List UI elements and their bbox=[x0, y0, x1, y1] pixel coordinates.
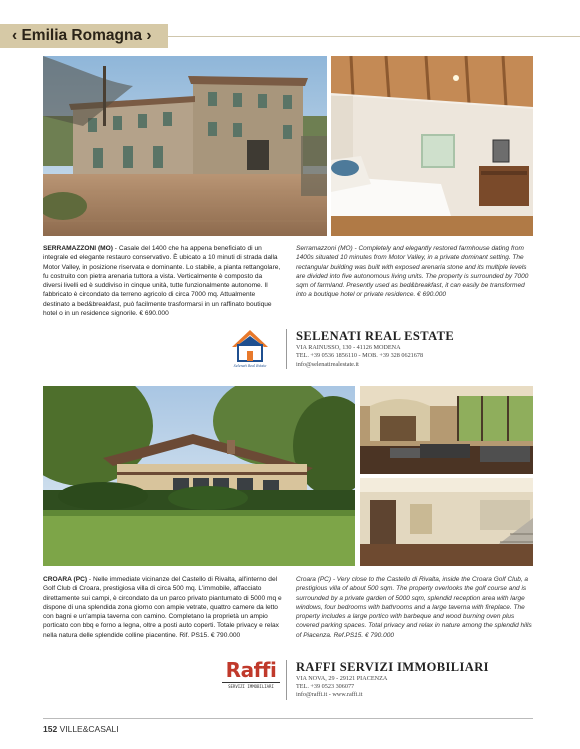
page-footer bbox=[43, 724, 119, 734]
agency2-address: VIA NOVA, 29 - 29121 PIACENZA bbox=[296, 675, 388, 682]
agency2-divider bbox=[286, 660, 287, 700]
listing1-text-it: - Casale del 1400 che ha appena beneficiato di un integrale ed elegante restauro conservativo. È ubicato a 10 minuti di strada dalla Motor Valley, in posizione riservata e dominante. Lo stabile, a pianta rettangolare, fu costruito con pietra arenaria tuttora a vista. Verticalmente è composto da diversi livelli ed è suddiviso in cinque unità, tutte funzionalmente autonome. Il fabbricato è circondato da terreno agricolo di circa 7000 mq. Attualmente destinato a bed&breakfast, può facilmente trasformarsi in un raffinato boutique hotel o in un residence signorile. € 690.000 bbox=[43, 245, 281, 318]
listing1-description-en: Serramazzoni (MO) - Completely and elegantly restored farmhouse dating from 1400s situated 10 minutes from Motor Valley, in a private dominant setting. The rectangular building was built with exposed arenaria stone and its multiple levels are divided into five autonomous living units. The property is surrounded by 7000 sqm of farmland. Presently used as bed&breakfast, it can easily be transformed into a boutique hotel or private residence. € 690.000 bbox=[296, 245, 529, 299]
region-tab bbox=[0, 24, 168, 48]
raffi-logo bbox=[222, 660, 280, 692]
raffi-logo-sub: SERVIZI IMMOBILIARI bbox=[222, 682, 280, 689]
listing2-title: CROARA (PC) bbox=[43, 576, 88, 583]
bedroom-photo bbox=[331, 56, 533, 236]
listing1-title: SERRAMAZZONI (MO) bbox=[43, 245, 113, 252]
listing1-description-it bbox=[43, 244, 283, 318]
agency2-name: RAFFI SERVIZI IMMOBILIARI bbox=[296, 660, 489, 674]
raffi-logo-word: Raffi bbox=[225, 658, 277, 682]
listing2-description-it bbox=[43, 575, 285, 640]
region-divider bbox=[168, 36, 580, 37]
agency1-name: SELENATI REAL ESTATE bbox=[296, 329, 455, 343]
agency1-phone: TEL. +39 0536 1856110 - MOB. +39 328 0621678 bbox=[296, 352, 424, 359]
selenati-logo bbox=[226, 327, 274, 369]
stair-hall-photo bbox=[360, 478, 533, 566]
agency2-email[interactable]: info@raffi.it - www.raffi.it bbox=[296, 691, 363, 698]
svg-text:Selenati Real Estate: Selenati Real Estate bbox=[233, 364, 267, 368]
magazine-name: VILLE&CASALI bbox=[59, 724, 119, 734]
agency2-phone: TEL. +39 0523 306077 bbox=[296, 683, 355, 690]
farmhouse-exterior-photo bbox=[43, 56, 327, 236]
listing2-description-en: Croara (PC) - Very close to the Castello di Rivalta, inside the Croara Golf Club, a prestigious villa of about 500 sqm. The property overlooks the golf course and is surrounded by a private garden of 5000 sqm, splendid reception area with large windows, four bedrooms with bathrooms and a large taverna with fireplace. The property includes a large portico with barbeque and wood burning oven plus covered parking spaces. Total privacy and relax in nature among the splendid hills of Piacenza. Ref.PS15. € 790.000 bbox=[296, 576, 532, 639]
region-label: ‹ Emilia Romagna › bbox=[12, 27, 152, 44]
living-room-photo bbox=[360, 386, 533, 474]
agency1-divider bbox=[286, 329, 287, 369]
page-number: 152 bbox=[43, 724, 58, 734]
footer-rule bbox=[43, 718, 533, 719]
villa-exterior-photo bbox=[43, 386, 355, 566]
agency1-email[interactable]: info@selenatirealestate.it bbox=[296, 361, 359, 368]
listing2-text-it: - Nelle immediate vicinanze del Castello di Rivalta, all'interno del Golf Club di Croara, prestigiosa villa di circa 500 mq. L'immobile, affacciato direttamente sui campi, è circondato da un parco privato piantumato di 5000 mq e dispone di una splendida zona giorno con ampie vetrate, quattro camere da letto con bagni e un'ampia taverna con camino. Completano la proprietà un ampio porticato con bbq e forno a legna, oltre a posti auto coperti. Totale privacy e relax nella natura delle splendide colline piacentine. Rif. PS15. € 790.000 bbox=[43, 576, 282, 639]
agency1-address: VIA RAINUSSO, 130 - 41126 MODENA bbox=[296, 344, 401, 351]
